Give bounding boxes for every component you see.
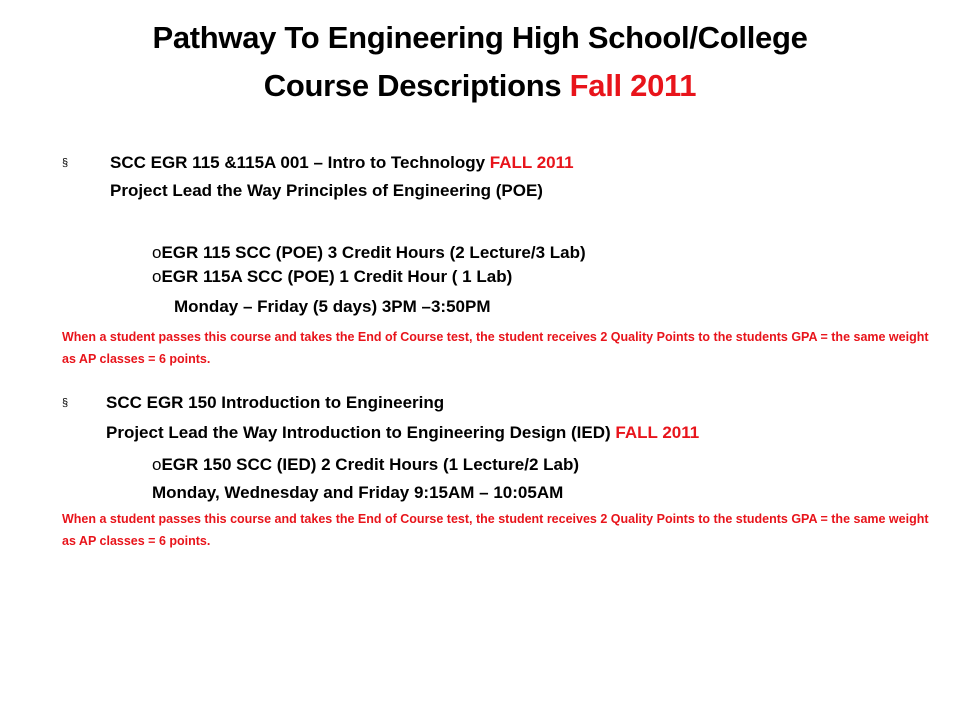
course2-subtitle-text: Project Lead the Way Introduction to Engineering Design (IED) [106,423,611,442]
course2-item-1-marker-icon: o [152,455,162,474]
course2-term: FALL 2011 [615,423,700,442]
course1-item-2 [152,266,512,288]
course1-item-2-marker-icon: o [152,267,162,286]
title-term: Fall 2011 [569,68,697,103]
slide-title [0,14,960,110]
course2-schedule: Monday, Wednesday and Friday 9:15AM – 10:05AM [152,483,564,502]
course2-item-1 [152,454,579,476]
course2-subtitle [106,422,699,444]
title-line-2 [0,62,960,110]
course1-item-1-text: EGR 115 SCC (POE) 3 Credit Hours (2 Lecture/3 Lab) [161,243,586,262]
course2-note: When a student passes this course and takes the End of Course test, the student receives 2 Quality Points to the students GPA = the same weight as AP classes = 6 points. [62,512,929,548]
course1-note: When a student passes this course and takes the End of Course test, the student receives 2 Quality Points to the students GPA = the same weight as AP classes = 6 points. [62,330,929,366]
course1-heading-text: SCC EGR 115 &115A 001 – Intro to Technology [110,153,486,172]
title-course-descriptions: Course Descriptions [263,68,562,103]
course1-term: FALL 2011 [489,153,574,172]
title-line-1: Pathway To Engineering High School/College [152,20,808,55]
course1-subtitle: Project Lead the Way Principles of Engineering (POE) [110,181,543,200]
course1-heading [110,152,574,174]
course1-schedule: Monday – Friday (5 days) 3PM –3:50PM [174,297,491,316]
course2-bullet-icon: § [62,397,69,409]
course2-item-1-text: EGR 150 SCC (IED) 2 Credit Hours (1 Lecture/2 Lab) [161,455,580,474]
course1-item-2-text: EGR 115A SCC (POE) 1 Credit Hour ( 1 Lab) [161,267,513,286]
course2-heading: SCC EGR 150 Introduction to Engineering [106,393,445,412]
course1-item-1-marker-icon: o [152,243,162,262]
course1-item-1 [152,242,586,264]
course1-bullet-icon: § [62,157,69,169]
